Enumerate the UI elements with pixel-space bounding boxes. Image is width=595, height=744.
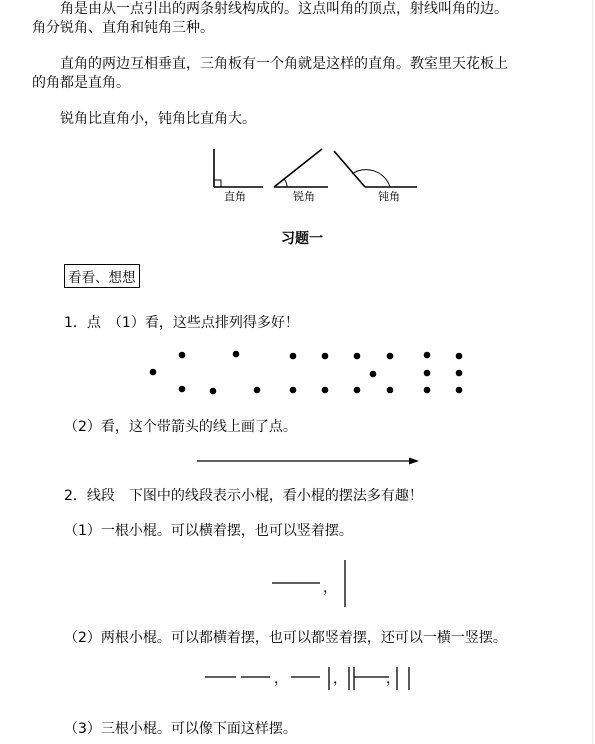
- obtuse-angle-label: 钝角: [378, 190, 400, 203]
- separator-comma: ，: [323, 580, 337, 596]
- question-2-part-1: （1）一根小棍。可以横着摆，也可以竖着摆。: [64, 523, 353, 539]
- separator-comma: ，: [333, 671, 347, 687]
- acute-angle-label: 锐角: [293, 190, 315, 203]
- question-1-part-2: （2）看，这个带箭头的线上画了点。: [64, 419, 297, 435]
- separator-comma: ，: [386, 671, 400, 687]
- question-2-part-3: （3）三根小棍。可以像下面这样摆。: [64, 721, 297, 737]
- paragraph-line: 角是由从一点引出的两条射线构成的。这点叫角的顶点，射线叫角的边。: [32, 1, 508, 17]
- exercise-title: 习题一: [281, 231, 323, 247]
- question-2-part-2: （2）两根小棍。可以都横着摆，也可以都竖着摆，还可以一横一竖摆。: [64, 630, 507, 646]
- look-think-label: 看看、想想: [64, 264, 140, 288]
- paragraph-line: 直角的两边互相垂直，三角板有一个角就是这样的直角。教室里天花板上: [32, 56, 508, 72]
- paragraph-line: 锐角比直角小，钝角比直角大。: [32, 111, 256, 127]
- paragraph-line: 的角都是直角。: [32, 75, 130, 91]
- question-2-segments: 2．线段 下图中的线段表示小棍，看小棍的摆法多有趣！: [64, 488, 423, 504]
- paragraph-line: 角分锐角、直角和钝角三种。: [32, 20, 214, 36]
- question-1-dots: 1．点 （1）看，这些点排列得多好！: [64, 315, 299, 331]
- separator-comma: ，: [274, 671, 288, 687]
- right-angle-label: 直角: [224, 190, 246, 203]
